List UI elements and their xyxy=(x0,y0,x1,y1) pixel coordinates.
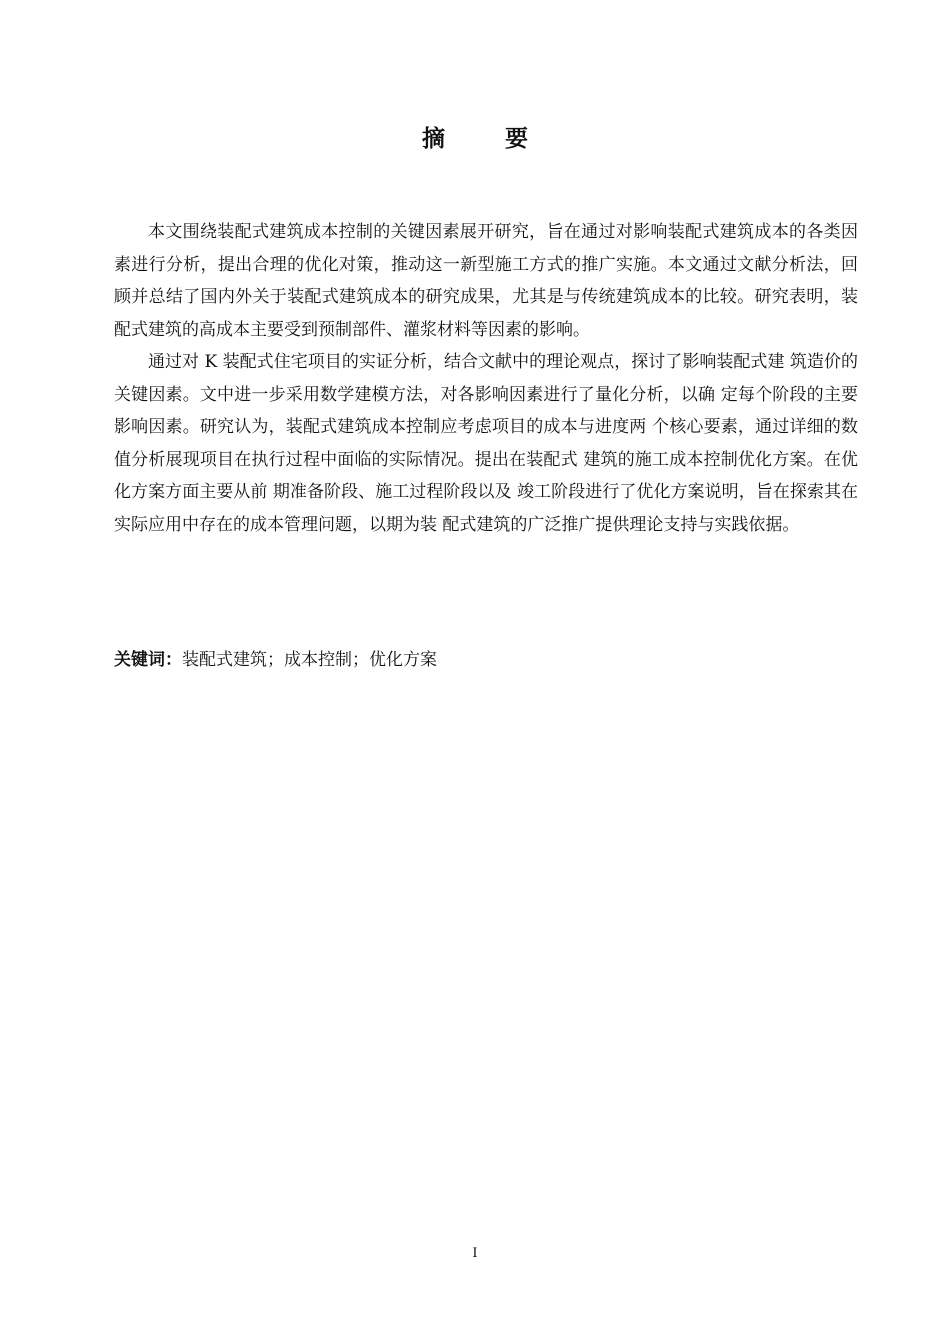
keywords-line xyxy=(114,646,437,674)
abstract-title: 摘 要 xyxy=(421,126,554,152)
page-number: I xyxy=(472,1246,478,1261)
abstract-paragraph-2: 通过对 K 装配式住宅项目的实证分析，结合文献中的理论观点，探讨了影响装配式建 筑造价的关键因素。文中进一步采用数学建模方法，对各影响因素进行了量化分析，以确 定每个阶段的主要影响因素。研究认为，装配式建筑成本控制应考虑项目的成本与进度两 个核心要素，通过详细的数值分析展现项目在执行过程中面临的实际情况。提出在装配式 建筑的施工成本控制优化方案。在优化方案方面主要从前 期准备阶段、施工过程阶段以及 竣工阶段进行了优化方案说明，旨在探索其在实际应用中存在的成本管理问题，以期为装 配式建筑的广泛推广提供理论支持与实践依据。 xyxy=(114,352,858,535)
keywords-value: 装配式建筑；成本控制；优化方案 xyxy=(182,650,437,670)
keywords-label: 关键词： xyxy=(114,650,182,670)
abstract-body xyxy=(114,216,858,541)
abstract-paragraph-1: 本文围绕装配式建筑成本控制的关键因素展开研究，旨在通过对影响装配式建筑成本的各类因素进行分析，提出合理的优化对策，推动这一新型施工方式的推广实施。本文通过文献分析法，回顾并总结了国内外关于装配式建筑成本的研究成果，尤其是与传统建筑成本的比较。研究表明，装配式建筑的高成本主要受到预制部件、灌浆材料等因素的影响。 xyxy=(114,222,858,340)
